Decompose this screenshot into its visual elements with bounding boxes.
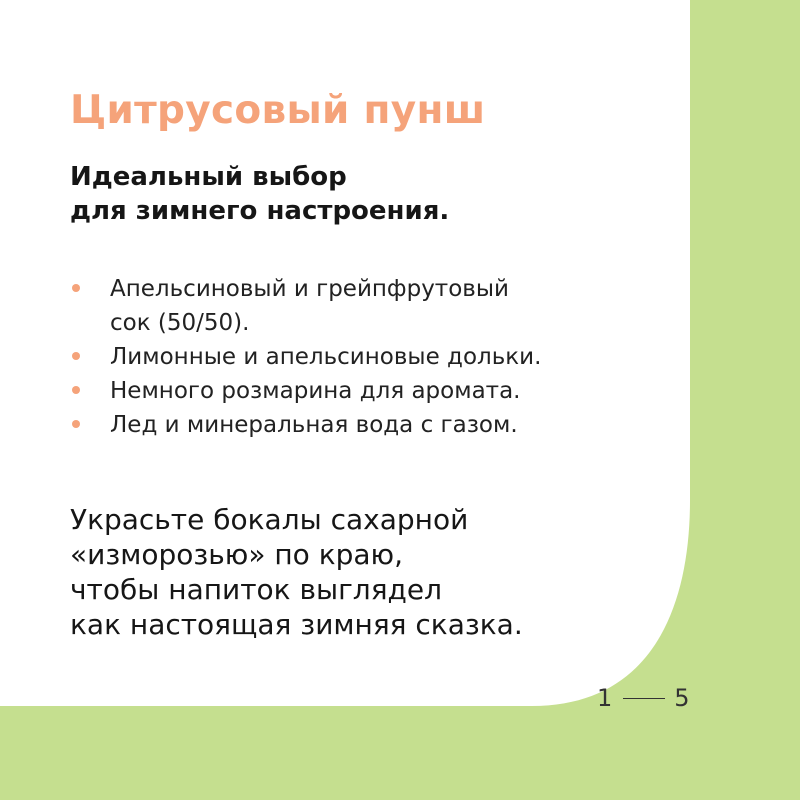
recipe-subtitle: [70, 160, 449, 228]
tip-line: чтобы напиток выглядел: [70, 573, 443, 606]
ingredient-item: [70, 272, 630, 340]
current-page-number: 1: [597, 684, 613, 712]
tip-line: Украсьте бокалы сахарной: [70, 503, 469, 536]
bullet-icon: [72, 284, 80, 292]
ingredient-item: [70, 340, 630, 374]
tip-line: «изморозью» по краю,: [70, 538, 404, 571]
ingredient-text: Лед и минеральная вода с газом.: [110, 412, 518, 438]
ingredient-item: [70, 374, 630, 408]
ingredient-list: [70, 272, 630, 442]
tip-line: как настоящая зимняя сказка.: [70, 608, 523, 641]
bullet-icon: [72, 420, 80, 428]
page-indicator: [597, 683, 690, 713]
page-separator-line: [623, 698, 665, 699]
ingredient-text: Апельсиновый и грейпфрутовый: [110, 276, 509, 302]
ingredient-text: сок (50/50).: [110, 310, 250, 336]
total-pages-number: 5: [674, 684, 690, 712]
ingredient-text: Немного розмарина для аромата.: [110, 378, 521, 404]
bullet-icon: [72, 352, 80, 360]
subtitle-line: Идеальный выбор: [70, 162, 347, 192]
serving-tip: [70, 502, 523, 642]
ingredient-text: Лимонные и апельсиновые дольки.: [110, 344, 542, 370]
subtitle-line: для зимнего настроения.: [70, 196, 450, 226]
ingredient-item: [70, 408, 630, 442]
bullet-icon: [72, 386, 80, 394]
recipe-title: Цитрусовый пунш: [70, 88, 486, 133]
